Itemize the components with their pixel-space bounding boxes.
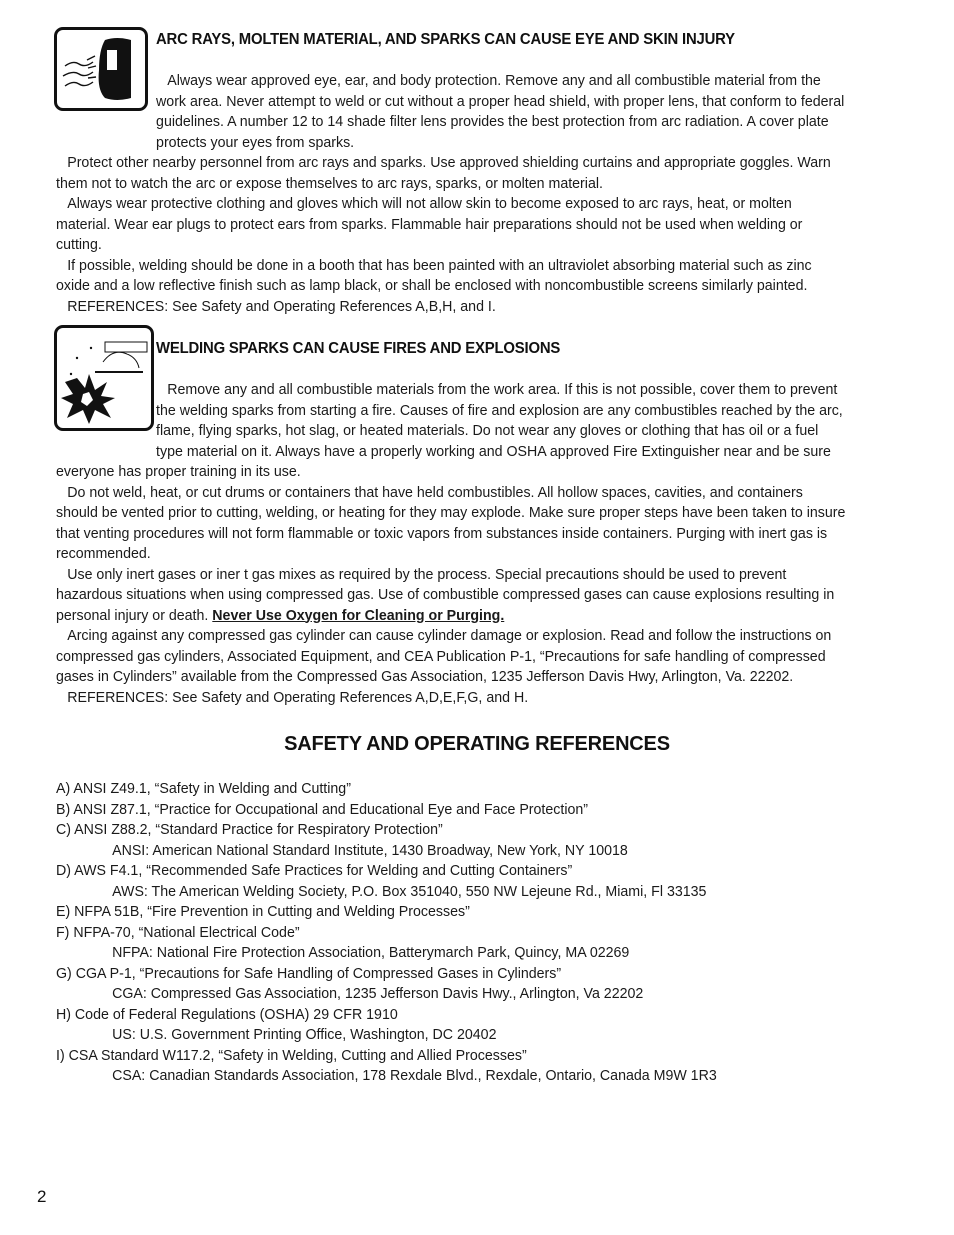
oxygen-warning: Never Use Oxygen for Cleaning or Purging. [212,606,505,624]
references-note: REFERENCES: See Safety and Operating References A,D,E,F,G, and H. [67,688,529,706]
references-list [56,779,860,1087]
reference-source: CGA: Compressed Gas Association, 1235 Jefferson Davis Hwy., Arlington, Va 22202 [112,985,644,1002]
references-title: SAFETY AND OPERATING REFERENCES [284,733,670,755]
reference-item: E) NFPA 51B, “Fire Prevention in Cutting and Welding Processes” [56,903,470,920]
paragraph: Remove any and all combustible materials from the work area. If this is not possible, cover them to prevent the welding sparks from starting a fire. Causes of fire and explosion are any combustibles reached by the arc, flame, flying sparks, hot slag, or heated materials. Do not wear any gloves or clothing that has oil or a fuel type material on it. Always have a properly working and OSHA approved Fire Extinguisher near and be sure everyone has proper training in its use. [56,381,843,480]
reference-item: D) AWS F4.1, “Recommended Safe Practices for Welding and Cutting Containers” [56,862,573,879]
reference-item: A) ANSI Z49.1, “Safety in Welding and Cutting” [56,780,351,797]
paragraph [56,565,846,627]
section-heading-fires: WELDING SPARKS CAN CAUSE FIRES AND EXPLOSIONS [156,340,561,357]
page-number: 2 [37,1187,47,1206]
references-note: REFERENCES: See Safety and Operating References A,B,H, and I. [67,297,496,315]
reference-item: H) Code of Federal Regulations (OSHA) 29 CFR 1910 [56,1005,398,1023]
reference-source: CSA: Canadian Standards Association, 178 Rexdale Blvd., Rexdale, Ontario, Canada M9W 1R3 [112,1067,717,1084]
section-body-arc-rays [56,71,846,317]
paragraph: Do not weld, heat, or cut drums or containers that have held combustibles. All hollow spaces, cavities, and containers should be vented prior to cutting, welding, or heating for they may explode. Make sure proper steps have been taken to insure that venting procedures will not form flammable or toxic vapors from substances inside containers. Purging with inert gas is recommended. [56,483,846,562]
reference-source: NFPA: National Fire Protection Association, Batterymarch Park, Quincy, MA 02269 [112,944,630,961]
paragraph-text: Use only inert gases or iner t gas mixes as required by the process. Special precautions should be used to prevent hazardous situations when using compressed gas. Use of combustible compressed gases can cause explosions resulting in personal injury or death. [56,565,835,624]
reference-source: ANSI: American National Standard Institute, 1430 Broadway, New York, NY 10018 [112,841,628,859]
paragraph: Protect other nearby personnel from arc rays and sparks. Use approved shielding curtains and appropriate goggles. Warn them not to watch the arc or expose themselves to arc rays, sparks, or molten material. [56,154,831,192]
reference-item: I) CSA Standard W117.2, “Safety in Welding, Cutting and Allied Processes” [56,1046,527,1064]
reference-item: C) ANSI Z88.2, “Standard Practice for Respiratory Protection” [56,821,443,838]
reference-item: F) NFPA-70, “National Electrical Code” [56,923,300,941]
section-heading-arc-rays: ARC RAYS, MOLTEN MATERIAL, AND SPARKS CAN CAUSE EYE AND SKIN INJURY [156,31,735,48]
reference-source: AWS: The American Welding Society, P.O. Box 351040, 550 NW Lejeune Rd., Miami, Fl 33135 [112,882,707,900]
paragraph: Arcing against any compressed gas cylinder can cause cylinder damage or explosion. Read and follow the instructions on compressed gas cylinders, Associated Equipment, and CEA Publication P-1, “Precautions for safe handling of compressed gases in Cylinders” available from the Compressed Gas Association, 1235 Jefferson Davis Hwy, Arlington, Va. 22202. [56,627,832,685]
paragraph: Always wear approved eye, ear, and body protection. Remove any and all combustible material from the work area. Never attempt to weld or cut without a proper head shield, with proper lens, that conform to federal guidelines. A number 12 to 14 shade filter lens provides the best protection from arc radiation. A cover plate protects your eyes from sparks. [156,72,845,151]
reference-item: G) CGA P-1, “Precautions for Safe Handling of Compressed Gases in Cylinders” [56,964,562,982]
paragraph: Always wear protective clothing and gloves which will not allow skin to become exposed to arc rays, heat, or molten material. Wear ear plugs to protect ears from sparks. Flammable hair preparations should not be used when welding or cutting. [56,195,803,253]
section-body-fires [56,380,846,708]
paragraph: If possible, welding should be done in a booth that has been painted with an ultraviolet absorbing material such as zinc oxide and a low reflective finish such as lamp black, or shall be enclosed with noncombustible screens similarly painted. [56,256,812,294]
reference-source: US: U.S. Government Printing Office, Washington, DC 20402 [112,1026,497,1043]
reference-item: B) ANSI Z87.1, “Practice for Occupational and Educational Eye and Face Protection” [56,800,589,818]
